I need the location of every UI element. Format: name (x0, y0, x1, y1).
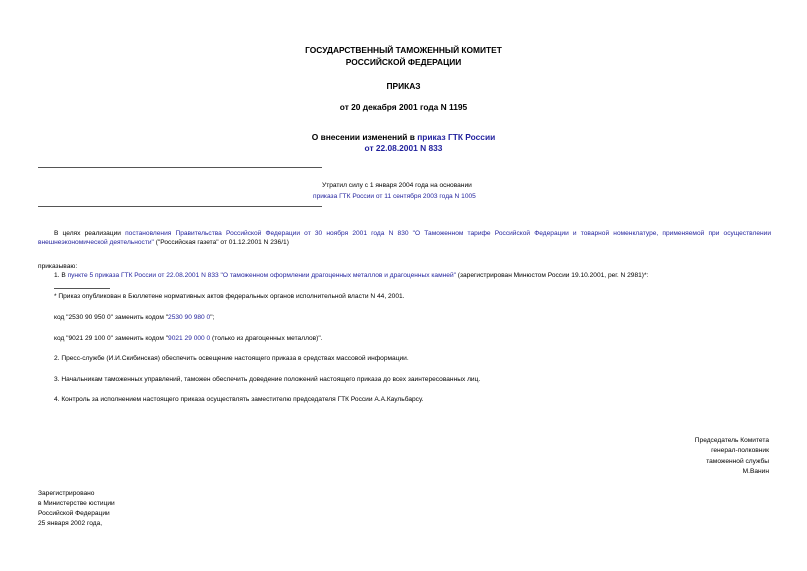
intro-link[interactable]: постановления Правительства Российской Федерации от 30 ноября 2001 года N 830 "О Таможенном тарифе Российской Федерации и товарной номенклатуре, применяемой при осуществлении внешнеэкономической деятельности" (38, 230, 771, 246)
org-name-line2: РОССИЙСКОЙ ФЕДЕРАЦИИ (345, 57, 462, 67)
item-2: 2. Пресс-службе (И.И.Скибинская) обеспечить освещение настоящего приказа в средствах массовой информации. (54, 355, 409, 362)
footnote-separator (54, 288, 110, 289)
footnote: * Приказ опубликован в Бюллетене нормативных актов федеральных органов исполнительной власти N 44, 2001. (54, 293, 405, 300)
org-name-line1: ГОСУДАРСТВЕННЫЙ ТАМОЖЕННЫЙ КОМИТЕТ (305, 45, 502, 55)
code1-prefix: код "2530 90 950 0" заменить кодом " (54, 314, 169, 321)
doc-title-line2[interactable]: от 22.08.2001 N 833 (364, 143, 443, 153)
item-1 (54, 271, 648, 280)
code1-link[interactable]: 2530 90 980 0 (168, 314, 211, 321)
doc-type: ПРИКАЗ (386, 81, 421, 91)
registration-line4: 25 января 2002 года, (38, 520, 103, 527)
intro-suffix: ("Российская газета" от 01.12.2001 N 236/1) (153, 239, 289, 246)
order-word: приказываю: (38, 263, 78, 270)
status-link[interactable]: приказа ГТК России от 11 сентября 2003 года N 1005 (313, 193, 476, 200)
item-1-link[interactable]: пункте 5 приказа ГТК России от 22.08.2001 N 833 "О таможенном оформлении драгоценных металлов и драгоценных камней" (67, 272, 456, 279)
intro-paragraph (38, 229, 771, 247)
registration-line3: Российской Федерации (38, 510, 110, 517)
doc-date: от 20 декабря 2001 года N 1195 (339, 102, 468, 112)
item-4: 4. Контроль за исполнением настоящего приказа осуществлять заместителю председателя ГТК России А.А.Каульбарсу. (54, 396, 424, 403)
code1-suffix: "; (210, 314, 215, 321)
code2-link[interactable]: 9021 29 000 0 (168, 335, 211, 342)
code-replacement-2 (54, 334, 323, 343)
signature-line3: таможенной службы (706, 458, 769, 465)
registration-line2: в Министерстве юстиции (38, 500, 115, 507)
registration-line1: Зарегистрировано (38, 490, 95, 497)
divider-bottom (38, 206, 322, 207)
signature-line1: Председатель Комитета (694, 437, 769, 444)
signature-name: М.Ванин (742, 468, 769, 475)
divider-top (38, 167, 322, 168)
item-1-prefix: 1. В (54, 272, 68, 279)
doc-title-prefix: О внесении изменений в (311, 132, 418, 142)
item-1-suffix: (зарегистрирован Минюстом России 19.10.2001, рег. N 2981)*: (455, 272, 649, 279)
title-link[interactable]: приказ ГТК России (417, 132, 496, 142)
status-line1: Утратил силу с 1 января 2004 года на основании (322, 182, 472, 189)
code-replacement-1 (54, 313, 214, 322)
code2-prefix: код "9021 29 100 0" заменить кодом " (54, 335, 169, 342)
item-3: 3. Начальникам таможенных управлений, таможен обеспечить доведение положений настоящего приказа до всех заинтересованных лиц. (54, 376, 481, 383)
intro-prefix: В целях реализации (54, 230, 126, 237)
code2-suffix: (только из драгоценных металлов)". (210, 335, 323, 342)
signature-line2: генерал-полковник (711, 447, 769, 454)
